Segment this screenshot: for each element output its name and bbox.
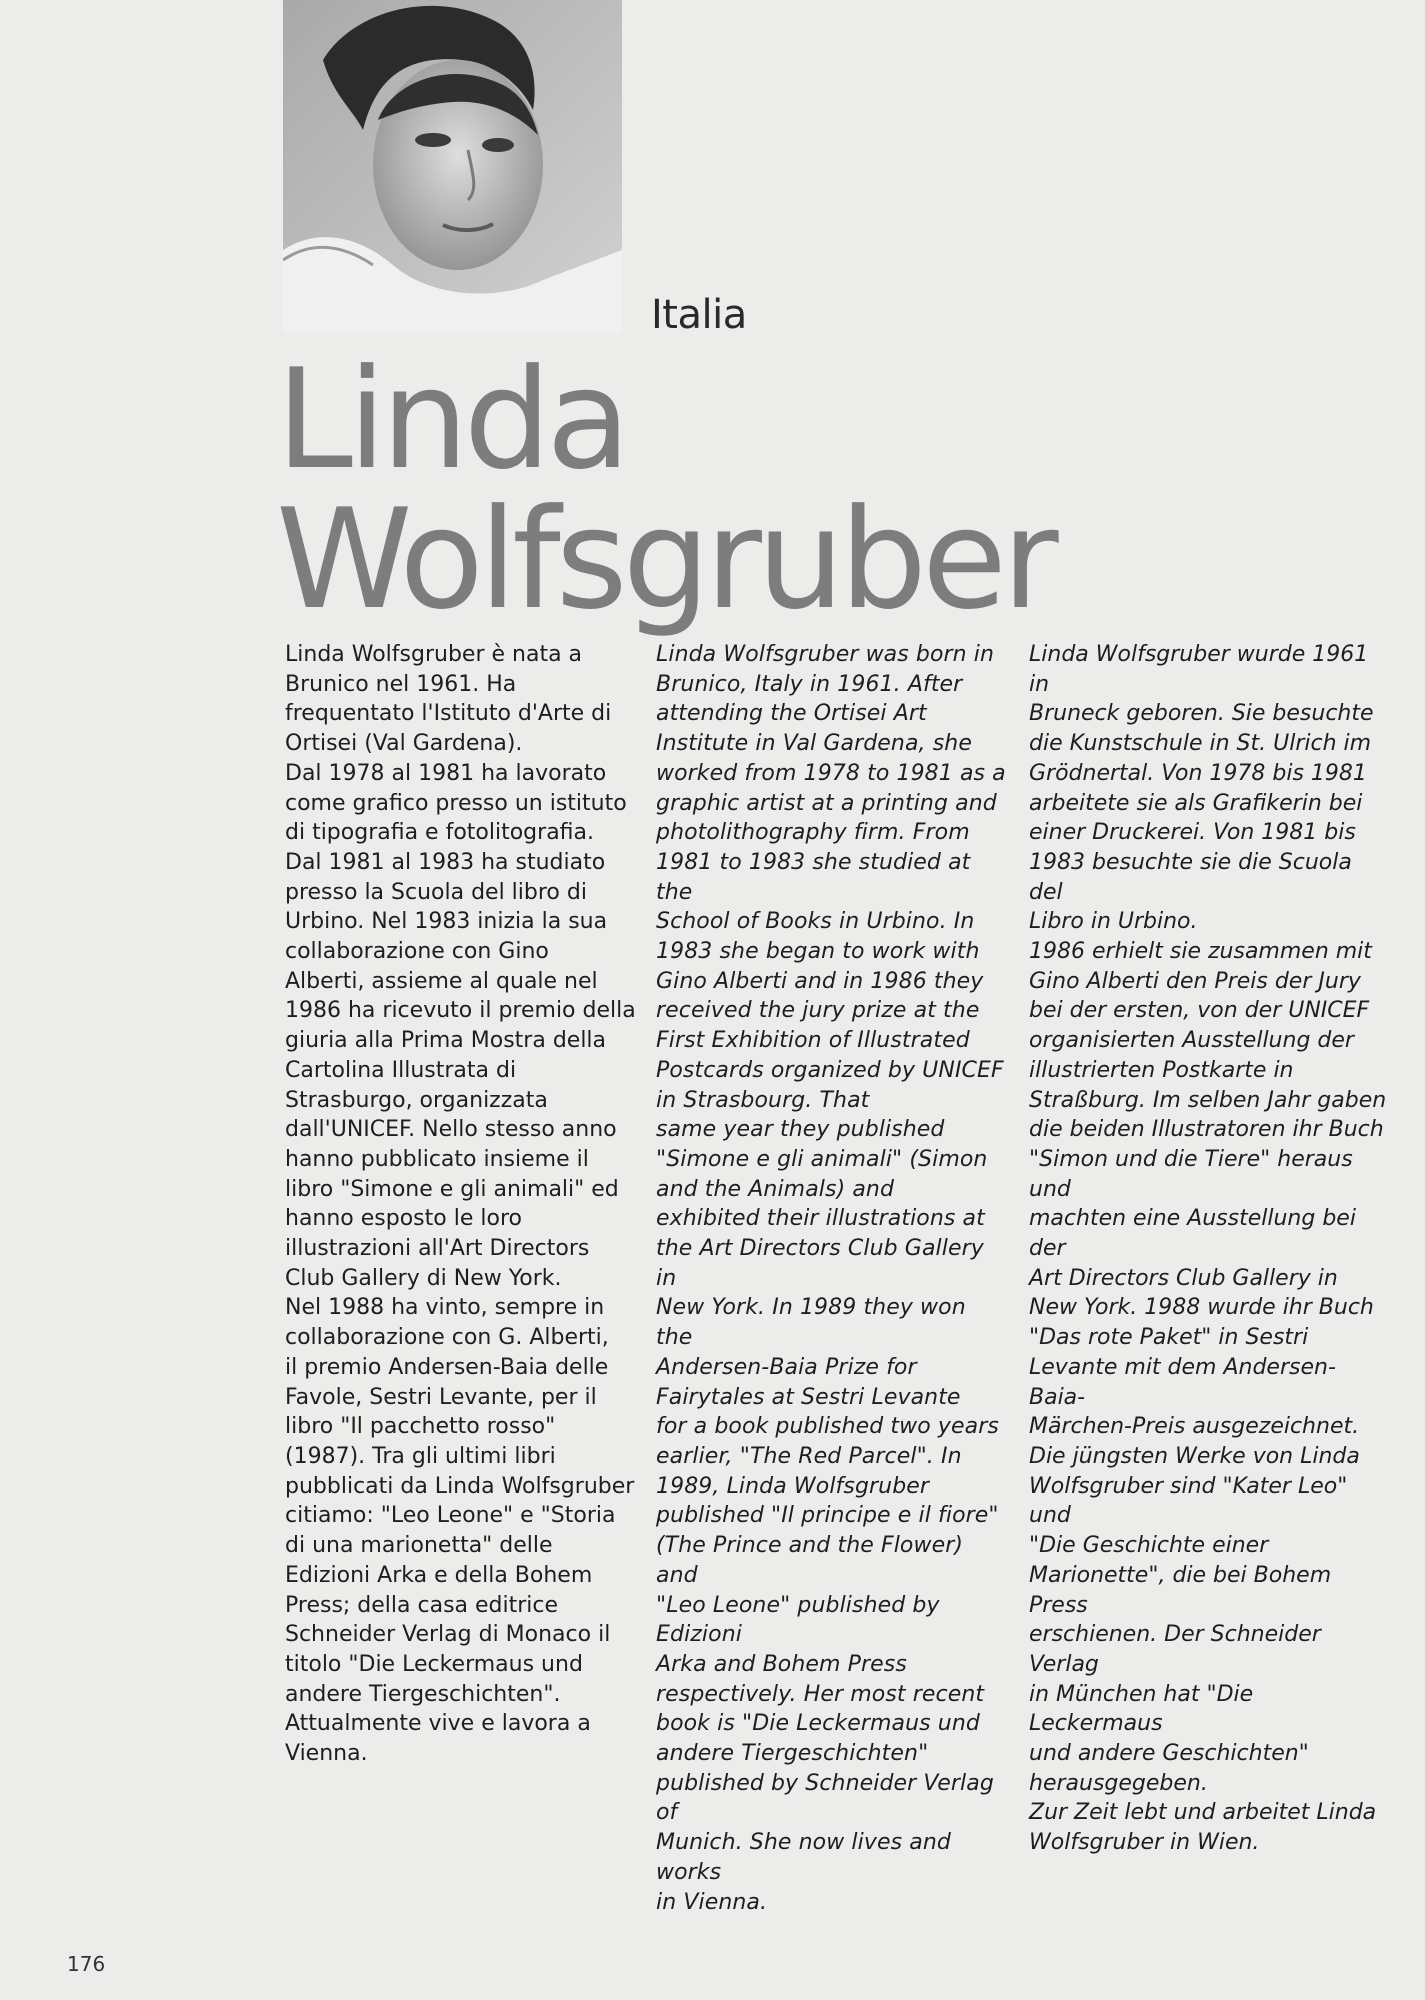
biography-italian: Linda Wolfsgruber è nata a Brunico nel 1961. Ha frequentato l'Istituto d'Arte di Ortisei (Val Gardena). Dal 1978 al 1981 ha lavorato come grafico presso un istituto di tipografia e fotolitografia. Dal 1981 al 1983 ha studiato presso la Scuola del libro di Urbino. Nel 1983 inizia la sua collaborazione con Gino Alberti, assieme al quale nel 1986 ha ricevuto il premio della giuria alla Prima Mostra della Cartolina Illustrata di Strasburgo, organizzata dall'UNICEF. Nello stesso anno hanno pubblicato insieme il libro "Simone e gli animali" ed hanno esposto le loro illustrazioni all'Art Directors Club Gallery di New York. Nel 1988 ha vinto, sempre in collaborazione con G. Alberti, il premio Andersen-Baia delle Favole, Sestri Levante, per il libro "Il pacchetto rosso" (1987). Tra gli ultimi libri pubblicati da Linda Wolfsgruber citiamo: "Leo Leone" e "Storia di una marionetta" delle Edizioni Arka e della Bohem Press; della casa editrice Schneider Verlag di Monaco il titolo "Die Leckermaus und andere Tiergeschichten". Attualmente vive e lavora a Vienna. [285,642,636,1767]
artist-first-name: Linda [276,339,626,500]
page-number: 176 [67,1952,106,1976]
country-label: Italia [651,292,747,338]
biography-english: Linda Wolfsgruber was born in Brunico, Italy in 1961. After attending the Ortisei Art Institute in Val Gardena, she worked from 1978 to 1981 as a graphic artist at a printing and photolithography firm. From 1981 to 1983 she studied at the School of Books in Urbino. In 1983 she began to work with Gino Alberti and in 1986 they received the jury prize at the First Exhibition of Illustrated Postcards organized by UNICEF in Strasbourg. That same year they published "Simone e gli animali" (Simon and the Animals) and exhibited their illustrations at the Art Directors Club Gallery in New York. In 1989 they won the Andersen-Baia Prize for Fairytales at Sestri Levante for a book published two years earlier, "The Red Parcel". In 1989, Linda Wolfsgruber published "Il principe e il fiore" (The Prince and the Flower) and "Leo Leone" published by Edizioni Arka and Bohem Press respectively. Her most recent book is "Die Leckermaus und andere Tiergeschichten" published by Schneider Verlag of Munich. She now lives and works in Vienna. [656,642,1006,1915]
artist-name [276,339,1054,640]
biography-german: Linda Wolfsgruber wurde 1961 in Bruneck geboren. Sie besuchte die Kunstschule in St. Ulrich im Grödnertal. Von 1978 bis 1981 arbeitete sie als Grafikerin bei einer Druckerei. Von 1981 bis 1983 besuchte sie die Scuola del Libro in Urbino. 1986 erhielt sie zusammen mit Gino Alberti den Preis der Jury bei der ersten, von der UNICEF organisierten Ausstellung der illustrierten Postkarte in Straßburg. Im selben Jahr gaben die beiden Illustratoren ihr Buch "Simon und die Tiere" heraus und machten eine Ausstellung bei der Art Directors Club Gallery in New York. 1988 wurde ihr Buch "Das rote Paket" in Sestri Levante mit dem Andersen-Baia- Märchen-Preis ausgezeichnet. Die jüngsten Werke von Linda Wolfsgruber sind "Kater Leo" und "Die Geschichte einer Marionette", die bei Bohem Press erschienen. Der Schneider Verlag in München hat "Die Leckermaus und andere Geschichten" herausgegeben. Zur Zeit lebt und arbeitet Linda Wolfsgruber in Wien. [1029,642,1387,1856]
portrait-photo [283,0,622,333]
artist-last-name: Wolfsgruber [276,479,1054,640]
portrait-icon [283,0,622,333]
